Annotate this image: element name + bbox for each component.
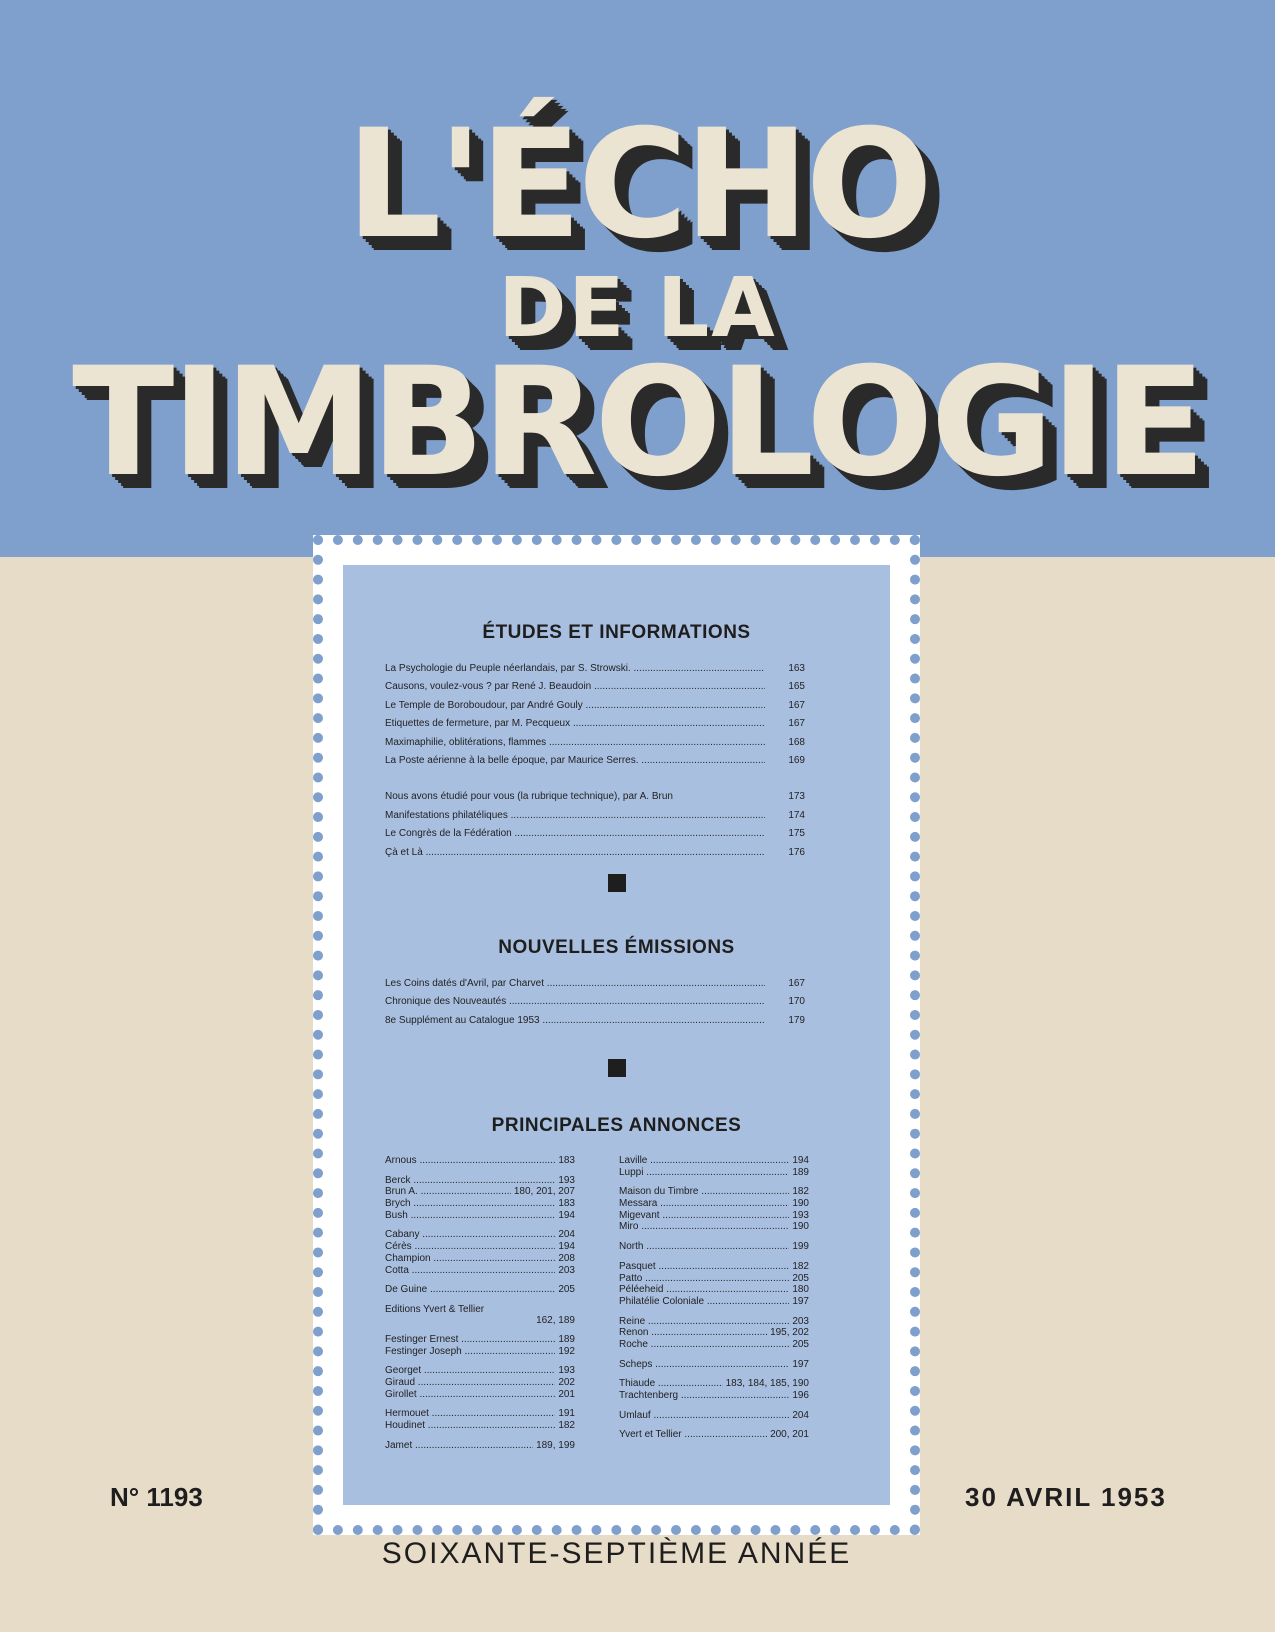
- list-item: Arnous ..... 183: [385, 1155, 575, 1167]
- list-item: Hermouet ..... 191: [385, 1408, 575, 1420]
- toc-item: La Poste aérienne à la belle époque, par Maurice Serres. ..... 169: [385, 748, 805, 767]
- section-title-etudes: ÉTUDES ET INFORMATIONS: [482, 622, 751, 643]
- masthead-title-line3: TIMBROLOGIE: [72, 336, 1203, 510]
- list-item: Thiaude ..... 183, 184, 185, 190: [619, 1378, 809, 1390]
- list-item: De Guine ..... 205: [385, 1284, 575, 1296]
- publication-year-label: SOIXANTE-SEPTIÈME ANNÉE: [313, 1537, 920, 1571]
- section-divider-bullet: [608, 874, 626, 892]
- masthead-title-line1: L'ÉCHO: [345, 98, 930, 272]
- list-item: Laville ..... 194: [619, 1155, 809, 1167]
- list-item: Cabany ..... 204: [385, 1229, 575, 1241]
- toc-item: La Psychologie du Peuple néerlandais, par S. Strowski. ..... 163: [385, 655, 805, 674]
- list-item: Houdinet ..... 182: [385, 1420, 575, 1432]
- issue-date: 30 AVRIL 1953: [965, 1482, 1167, 1512]
- list-item: Renon ..... 195, 202: [619, 1327, 809, 1339]
- annonces-right-column: [619, 1155, 809, 1441]
- list-item: Umlauf ..... 204: [619, 1410, 809, 1422]
- toc-emissions-list: [385, 970, 805, 1026]
- section-divider-bullet: [608, 1059, 626, 1077]
- list-item: Patto ..... 205: [619, 1273, 809, 1285]
- list-item: Roche ..... 205: [619, 1339, 809, 1351]
- list-item: Editions Yvert & Tellier 162, 189: [385, 1303, 575, 1326]
- list-item: Migevant ..... 193: [619, 1210, 809, 1222]
- list-item: Champion ..... 208: [385, 1253, 575, 1265]
- issue-number: N° 1193: [110, 1482, 203, 1512]
- list-item: Georget ..... 193: [385, 1365, 575, 1377]
- toc-item: Maximaphilie, oblitérations, flammes ..... 168: [385, 729, 805, 748]
- list-item: Messara ..... 190: [619, 1198, 809, 1210]
- list-item: Philatélie Coloniale ..... 197: [619, 1296, 809, 1308]
- toc-item: Causons, voulez-vous ? par René J. Beaudoin ..... 165: [385, 674, 805, 693]
- list-item: Miro ..... 190: [619, 1221, 809, 1233]
- list-item: Cotta ..... 203: [385, 1265, 575, 1277]
- list-item: Trachtenberg ..... 196: [619, 1390, 809, 1402]
- list-item: Scheps ..... 197: [619, 1359, 809, 1371]
- toc-item: Les Coins datés d'Avril, par Charvet ..... 167: [385, 970, 805, 989]
- toc-item: Le Temple de Boroboudour, par André Gouly ..... 167: [385, 692, 805, 711]
- toc-item: Etiquettes de fermeture, par M. Pecqueux ..... 167: [385, 711, 805, 730]
- list-item: Festinger Joseph ..... 192: [385, 1346, 575, 1358]
- list-item: Brych ..... 183: [385, 1198, 575, 1210]
- list-item: Reine ..... 203: [619, 1316, 809, 1328]
- list-item: Festinger Ernest ..... 189: [385, 1334, 575, 1346]
- list-item: Maison du Timbre ..... 182: [619, 1186, 809, 1198]
- list-item: Bush ..... 194: [385, 1210, 575, 1222]
- toc-etudes-list: [385, 655, 805, 858]
- table-of-contents: [343, 565, 890, 1505]
- toc-item: Manifestations philatéliques ..... 174: [385, 802, 805, 821]
- annonces-left-column: [385, 1155, 575, 1451]
- toc-item: Nous avons étudié pour vous (la rubrique technique), par A. Brun 173: [385, 791, 805, 802]
- section-title-annonces: PRINCIPALES ANNONCES: [491, 1115, 742, 1136]
- list-item: Girollet ..... 201: [385, 1389, 575, 1401]
- toc-item: Le Congrès de la Fédération ..... 175: [385, 821, 805, 840]
- list-item: Luppi ..... 189: [619, 1167, 809, 1179]
- list-item: Brun A. ..... 180, 201, 207: [385, 1186, 575, 1198]
- list-item: Jamet ..... 189, 199: [385, 1440, 575, 1452]
- list-item: Yvert et Tellier ..... 200, 201: [619, 1429, 809, 1441]
- toc-item: Chronique des Nouveautés ..... 170: [385, 989, 805, 1008]
- list-item: Giraud ..... 202: [385, 1377, 575, 1389]
- toc-item: 8e Supplément au Catalogue 1953 ..... 179: [385, 1007, 805, 1026]
- toc-item: Çà et Là ..... 176: [385, 839, 805, 858]
- section-title-emissions: NOUVELLES ÉMISSIONS: [498, 937, 735, 958]
- masthead-title-line2: DE LA: [498, 261, 777, 356]
- list-item: Cérès ..... 194: [385, 1241, 575, 1253]
- list-item: Pasquet ..... 182: [619, 1261, 809, 1273]
- list-item: Berck ..... 193: [385, 1175, 575, 1187]
- stamp-frame: [313, 535, 920, 1535]
- list-item: Péléeheid ..... 180: [619, 1284, 809, 1296]
- list-item: North ..... 199: [619, 1241, 809, 1253]
